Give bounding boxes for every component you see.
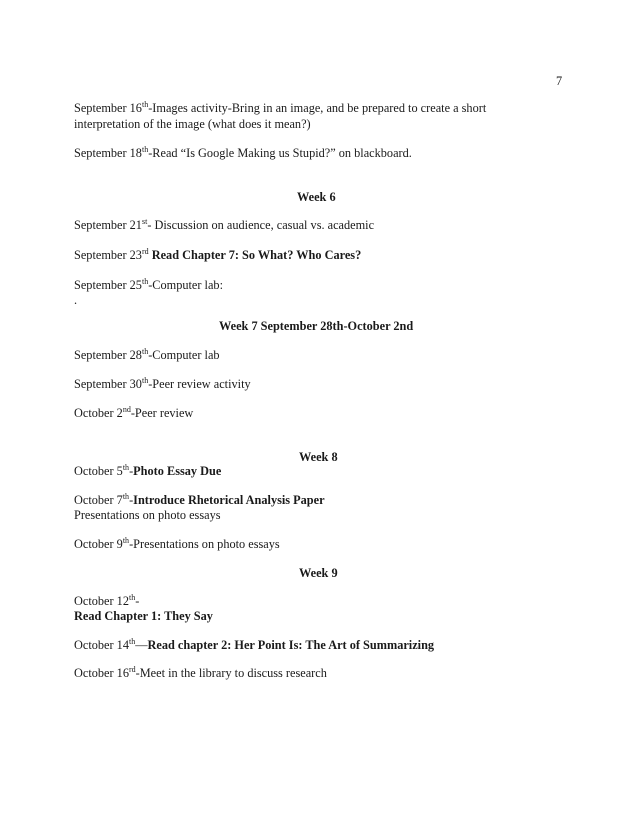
entry-bold-text: Read Chapter 7: So What? Who Cares? bbox=[151, 248, 362, 262]
date-suffix: th bbox=[141, 346, 149, 356]
schedule-entry-oct5 bbox=[74, 464, 221, 479]
schedule-entry-sep16-continued bbox=[74, 117, 311, 132]
entry-text: — bbox=[135, 638, 148, 652]
entry-text: - bbox=[129, 464, 134, 478]
entry-text: -Images activity-Bring in an image, and be prepared to create a short bbox=[148, 101, 487, 115]
date-suffix: th bbox=[122, 535, 130, 545]
entry-text: - Discussion on audience, casual vs. academic bbox=[147, 218, 375, 232]
schedule-entry-sep23 bbox=[74, 248, 361, 263]
date-suffix: th bbox=[128, 636, 136, 646]
schedule-entry-sep18 bbox=[74, 146, 412, 161]
week-7-heading: Week 7 September 28th-October 2nd bbox=[219, 319, 414, 333]
entry-bold-text: Read chapter 2: Her Point Is: The Art of Summarizing bbox=[147, 638, 435, 652]
schedule-entry-oct2 bbox=[74, 406, 193, 421]
entry-date: October 12 bbox=[74, 594, 129, 608]
schedule-entry-sep21 bbox=[74, 218, 374, 233]
schedule-entry-sep25 bbox=[74, 278, 223, 293]
entry-text: interpretation of the image (what does it mean?) bbox=[74, 117, 311, 131]
entry-date: October 7 bbox=[74, 493, 123, 507]
entry-text: -Presentations on photo essays bbox=[129, 537, 280, 551]
week-6-heading: Week 6 bbox=[297, 190, 336, 204]
date-suffix: th bbox=[128, 592, 136, 602]
date-suffix: nd bbox=[122, 404, 131, 414]
date-suffix: th bbox=[122, 462, 130, 472]
week-8-heading: Week 8 bbox=[299, 450, 338, 464]
entry-date: October 2 bbox=[74, 406, 123, 420]
entry-date: September 25 bbox=[74, 278, 142, 292]
entry-date: September 30 bbox=[74, 377, 142, 391]
page-number: 7 bbox=[556, 74, 563, 88]
entry-date: September 18 bbox=[74, 146, 142, 160]
entry-bold-text: Introduce Rhetorical Analysis Paper bbox=[133, 493, 325, 507]
entry-text: -Peer review activity bbox=[148, 377, 251, 391]
schedule-entry-oct7-continued bbox=[74, 508, 221, 523]
date-suffix: th bbox=[141, 144, 149, 154]
schedule-entry-sep30 bbox=[74, 377, 251, 392]
stray-period: . bbox=[74, 293, 78, 307]
entry-date: September 21 bbox=[74, 218, 142, 232]
entry-text: -Read “Is Google Making us Stupid?” on blackboard. bbox=[148, 146, 412, 160]
date-suffix: th bbox=[122, 491, 130, 501]
entry-date: September 16 bbox=[74, 101, 142, 115]
schedule-entry-oct16 bbox=[74, 666, 327, 681]
schedule-entry-oct9 bbox=[74, 537, 280, 552]
entry-text: -Computer lab bbox=[148, 348, 220, 362]
schedule-entry-oct7 bbox=[74, 493, 325, 508]
entry-date: September 23 bbox=[74, 248, 142, 262]
entry-bold-text: Read Chapter 1: They Say bbox=[74, 609, 213, 623]
schedule-entry-oct12 bbox=[74, 594, 139, 609]
schedule-entry-oct14 bbox=[74, 638, 434, 653]
date-suffix: rd bbox=[128, 664, 136, 674]
entry-text: Presentations on photo essays bbox=[74, 508, 221, 522]
schedule-entry-sep28 bbox=[74, 348, 220, 363]
entry-date: October 14 bbox=[74, 638, 129, 652]
entry-text: - bbox=[135, 594, 140, 608]
entry-text: -Peer review bbox=[130, 406, 194, 420]
entry-text: - bbox=[129, 493, 134, 507]
entry-date: October 5 bbox=[74, 464, 123, 478]
date-suffix: th bbox=[141, 375, 149, 385]
entry-date: October 9 bbox=[74, 537, 123, 551]
entry-text: -Meet in the library to discuss research bbox=[135, 666, 327, 680]
entry-bold-text: Photo Essay Due bbox=[133, 464, 222, 478]
entry-date: October 16 bbox=[74, 666, 129, 680]
entry-text: -Computer lab: bbox=[148, 278, 223, 292]
date-suffix: rd bbox=[141, 246, 149, 256]
schedule-entry-sep16 bbox=[74, 101, 486, 116]
week-9-heading: Week 9 bbox=[299, 566, 338, 580]
date-suffix: th bbox=[141, 99, 149, 109]
date-suffix: st bbox=[141, 216, 148, 226]
schedule-entry-oct12-continued bbox=[74, 609, 213, 624]
entry-date: September 28 bbox=[74, 348, 142, 362]
date-suffix: th bbox=[141, 276, 149, 286]
